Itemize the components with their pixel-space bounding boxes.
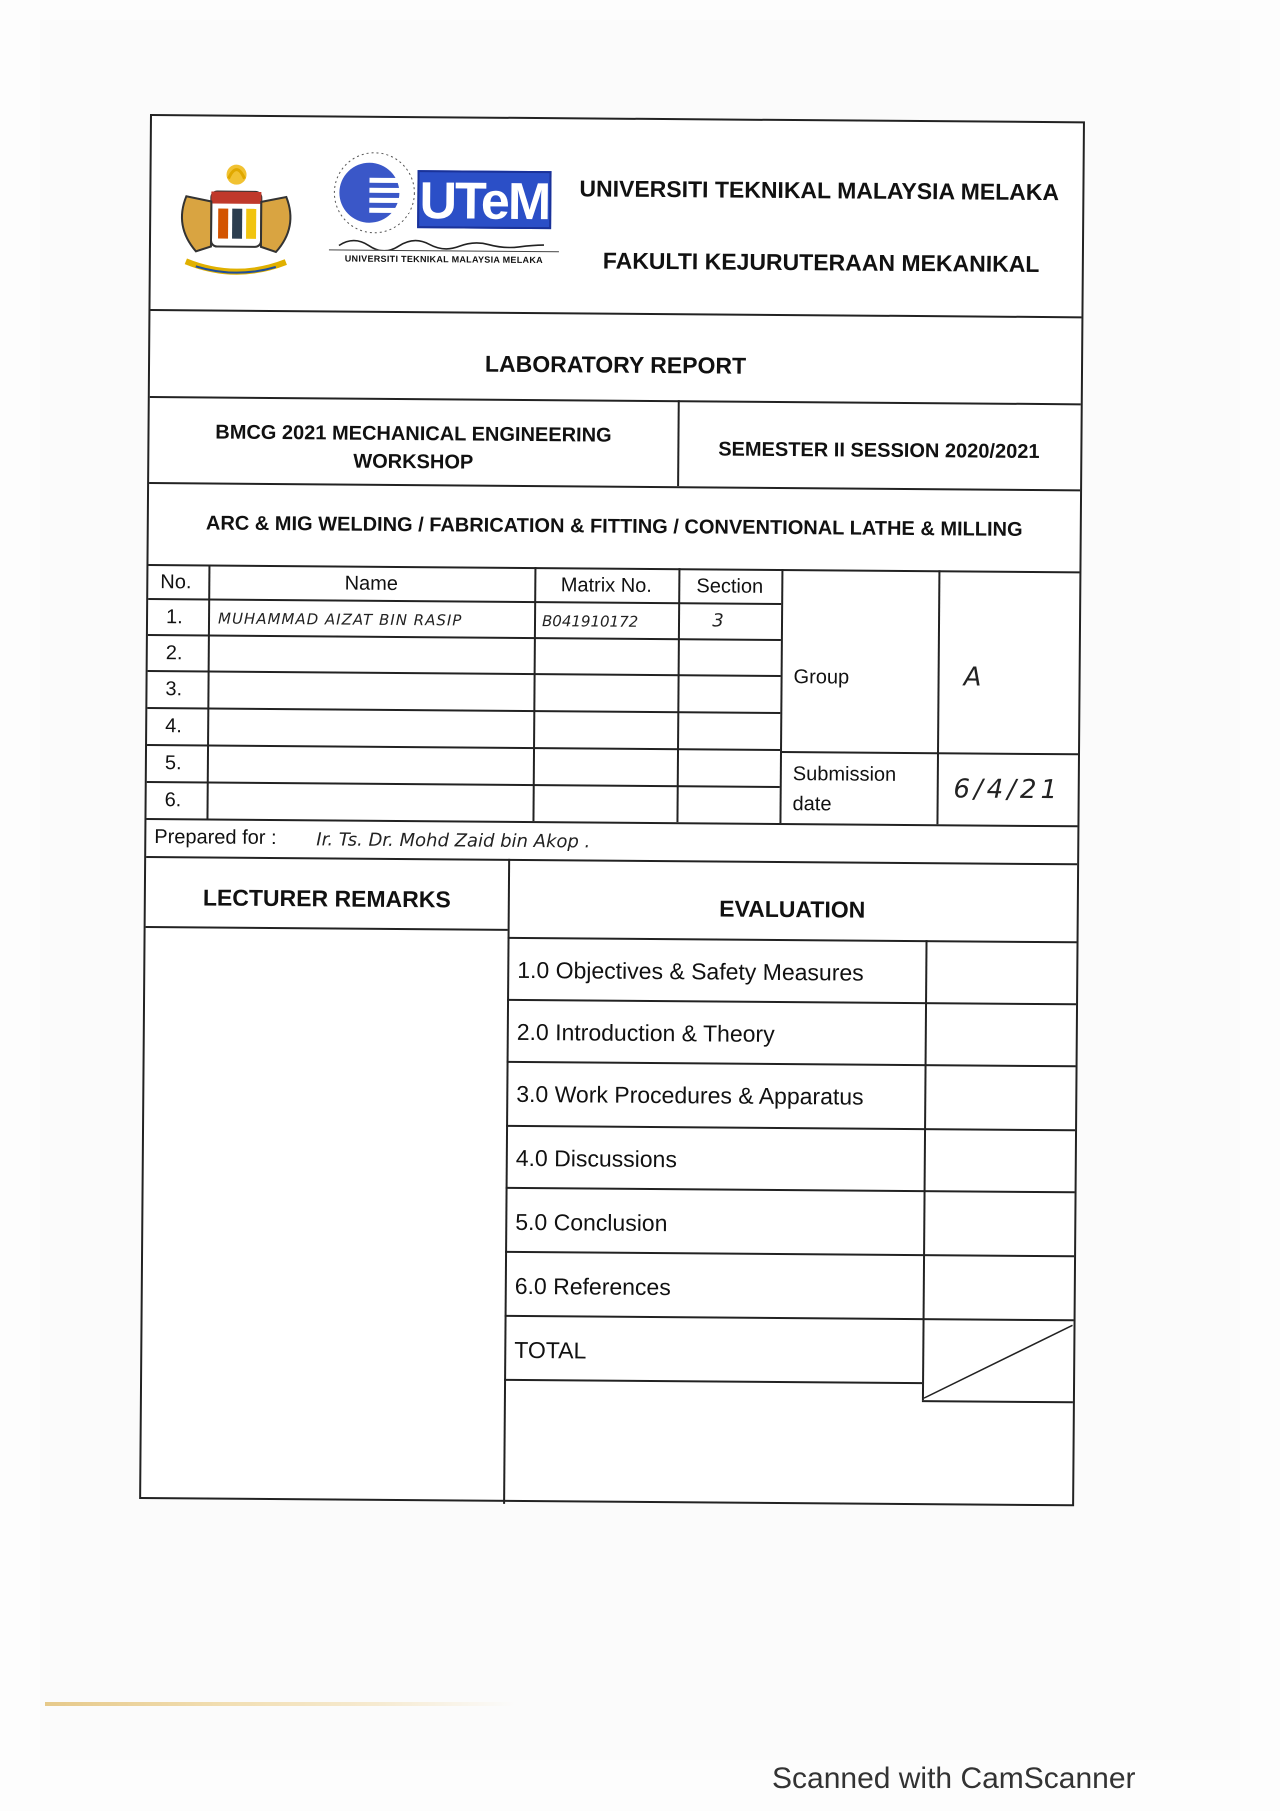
semester-session: SEMESTER II SESSION 2020/2021 xyxy=(718,438,1040,463)
row-number: 6. xyxy=(164,789,182,812)
divider xyxy=(505,1315,1074,1321)
divider xyxy=(146,856,1077,865)
student-name: MUHAMMAD AIZAT BIN RASIP xyxy=(217,609,463,630)
divider xyxy=(779,569,783,823)
divider xyxy=(505,1251,1074,1257)
submission-date-value: 6/4/21 xyxy=(953,774,1062,806)
divider xyxy=(147,707,780,714)
university-name: UNIVERSITI TEKNIKAL MALAYSIA MELAKA xyxy=(579,175,1060,206)
divider xyxy=(676,568,680,822)
evaluation-item: 1.0 Objectives & Safety Measures xyxy=(517,956,864,986)
lecturer-remarks-title: LECTURER REMARKS xyxy=(202,884,451,913)
evaluation-item: 3.0 Work Procedures & Apparatus xyxy=(516,1080,864,1110)
divider xyxy=(508,937,1077,943)
divider xyxy=(147,781,780,788)
prepared-for-value: Ir. Ts. Dr. Mohd Zaid bin Akop . xyxy=(316,829,591,853)
evaluation-item: 6.0 References xyxy=(514,1272,671,1301)
utem-logo-subtitle: UNIVERSITI TEKNIKAL MALAYSIA MELAKA xyxy=(344,253,543,266)
divider xyxy=(504,1379,922,1384)
student-section: 3 xyxy=(712,610,724,632)
group-label: Group xyxy=(793,666,850,689)
divider xyxy=(148,598,781,605)
divider xyxy=(507,999,1076,1005)
workshop-topics: ARC & MIG WELDING / FABRICATION & FITTING / CONVENTIONAL LATHE & MILLING xyxy=(205,512,1023,541)
course-name-line2: WORKSHOP xyxy=(353,450,474,474)
scan-smudge xyxy=(45,1702,515,1706)
divider xyxy=(780,751,1078,755)
utem-globe-icon xyxy=(329,147,420,238)
utem-logo-text: UTeM xyxy=(417,170,551,229)
submission-date-label-line2: date xyxy=(792,793,832,816)
course-name-line1: BMCG 2021 MECHANICAL ENGINEERING xyxy=(215,421,612,447)
evaluation-item: 2.0 Introduction & Theory xyxy=(516,1018,775,1047)
student-matrix-no: B041910172 xyxy=(541,612,639,631)
total-label: TOTAL xyxy=(514,1336,587,1364)
lab-report-cover-form xyxy=(139,114,1085,1506)
camscanner-watermark: Scanned with CamScanner xyxy=(772,1762,1136,1795)
col-header-section: Section xyxy=(696,575,764,598)
total-score-slash-icon xyxy=(922,1322,1075,1403)
divider xyxy=(147,744,780,751)
jawi-script-icon xyxy=(334,233,549,251)
row-number: 5. xyxy=(164,752,182,775)
submission-date-label-line1: Submission xyxy=(792,763,897,786)
row-number: 4. xyxy=(165,715,182,738)
col-header-name: Name xyxy=(344,572,399,595)
divider xyxy=(148,670,781,677)
evaluation-item: 4.0 Discussions xyxy=(515,1144,677,1173)
divider xyxy=(146,926,508,931)
divider xyxy=(503,859,510,1504)
divider xyxy=(150,396,1081,405)
evaluation-item: 5.0 Conclusion xyxy=(515,1208,668,1237)
row-number: 1. xyxy=(165,606,183,629)
utem-logo xyxy=(329,147,560,289)
divider xyxy=(150,309,1081,318)
report-title: LABORATORY REPORT xyxy=(484,350,747,379)
divider xyxy=(507,1061,1076,1067)
row-number: 3. xyxy=(165,678,183,701)
divider xyxy=(506,1125,1075,1131)
group-value: A xyxy=(963,662,982,693)
divider xyxy=(149,482,1080,491)
malaysia-crest-icon xyxy=(166,156,307,287)
divider xyxy=(206,564,210,818)
evaluation-title: EVALUATION xyxy=(719,895,866,923)
divider xyxy=(506,1187,1075,1193)
col-header-no: No. xyxy=(160,571,192,594)
row-number: 2. xyxy=(165,642,183,665)
divider xyxy=(148,634,781,641)
col-header-matrix: Matrix No. xyxy=(560,574,652,597)
divider xyxy=(532,567,536,821)
faculty-name: FAKULTI KEJURUTERAAN MEKANIKAL xyxy=(602,247,1040,277)
prepared-for-label: Prepared for : xyxy=(154,826,277,850)
